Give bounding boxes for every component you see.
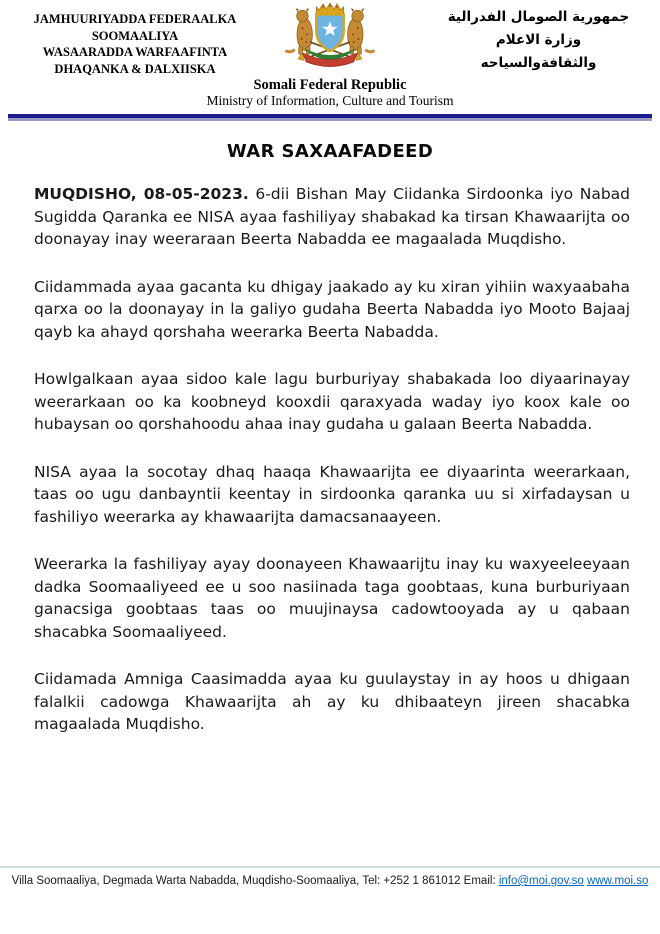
paragraph: Howlgalkaan ayaa sidoo kale lagu burburiyay shabakada loo diyaarinayay weerarkaan oo ka koobneyd kooxdii qaraxyada waday iyo koox kale oo hubaysan oo qorshahoodu ahaa inay gudaha u galaan Beerta Nabadda. xyxy=(34,370,630,433)
ministry-subtitle: Ministry of Information, Culture and Tourism xyxy=(206,93,454,108)
somali-coat-of-arms-icon xyxy=(284,2,376,79)
crown-shape xyxy=(316,3,344,15)
header-divider-rule xyxy=(8,114,652,121)
ribbon-shape xyxy=(302,53,357,67)
leopard-left-shape xyxy=(286,8,313,54)
footer-email-link[interactable]: info@moi.gov.so xyxy=(498,875,584,887)
paragraph: Ciidamada Amniga Caasimadda ayaa ku guulaystay in ay hoos u dhigaan falalkii cadowga Khawaarijta ah ay ku dhibaateyn jireen shacabka magaalada Muqdisho. xyxy=(34,670,630,733)
paragraph: Weerarka la fashiliyay ayay doonayeen Khawaarijtu inay ku waxyeeleeyaan dadka Soomaaliyeed ee u soo nasiinada taga goobtaas, kuna burburiyaan ganacsiga goobtaas taas oo muujinaysa cadowtooyada ay u qabaan shacabka Soomaaliyeed. xyxy=(34,555,630,641)
ministry-name-arabic xyxy=(431,6,646,75)
republic-title: Somali Federal Republic xyxy=(253,77,407,93)
footer-divider-rule xyxy=(0,866,660,868)
press-release-body xyxy=(0,183,660,736)
leopard-right-shape xyxy=(348,8,375,54)
ministry-name-somali-line: WASAARADDA WARFAAFINTA xyxy=(42,45,228,59)
ministry-name-somali xyxy=(26,11,244,77)
ministry-name-arabic-line: جمهورية الصومال الفدرالية xyxy=(447,9,630,25)
footer-address: Villa Soomaaliya, Degmada Warta Nabadda, Muqdisho-Soomaaliya, Tel: +252 1 861012 Email: xyxy=(11,875,496,887)
paragraph: NISA ayaa la socotay dhaq haaqa Khawaarijta ee diyaarinta weerarkaan, taas oo ugu danbayntii keentay in sirdoonka qaranka uu si xirfadaysan u fashiliyo weerarka ay khawaarijta damacsanaayeen. xyxy=(34,462,630,526)
ministry-name-somali-line: DHAQANKA & DALXIISKA xyxy=(54,61,216,76)
paragraph: Ciidammada ayaa gacanta ku dhigay jaakado ay ku xiran yihiin waxyaabaha qarxa oo la doonayay in la galiyo gudaha Beerta Nabadda iyo Mooto Bajaaj qayb ka ahayd qorshaha weerarka Beerta Nabadda. xyxy=(34,277,630,341)
ministry-name-somali-line: JAMHUURIYADDA FEDERAALKA xyxy=(33,12,237,26)
paragraph xyxy=(34,183,630,251)
letterhead xyxy=(0,0,660,112)
dateline: MUQDISHO, 08-05-2023. xyxy=(34,185,249,203)
ministry-name-somali-line: SOOMAALIYA xyxy=(91,28,179,43)
ministry-name-arabic-line: والثقافةوالسياحه xyxy=(480,55,597,71)
footer-website-link[interactable]: www.moi.so xyxy=(587,875,649,887)
paragraph-text: 6-dii Bishan May Ciidanka Sirdoonka iyo Nabad Sugidda Qaranka ee NISA ayaa fashiliyay shabakad ka tirsan Khawaarijta oo doonayay inay weeraraan Beerta Nabadda ee magaalada Muqdisho. xyxy=(34,185,630,248)
press-release-title: WAR SAXAAFADEED xyxy=(226,141,434,162)
ministry-name-arabic-line: وزارة الاعلام xyxy=(495,32,582,48)
footer-contact-line xyxy=(0,875,660,887)
